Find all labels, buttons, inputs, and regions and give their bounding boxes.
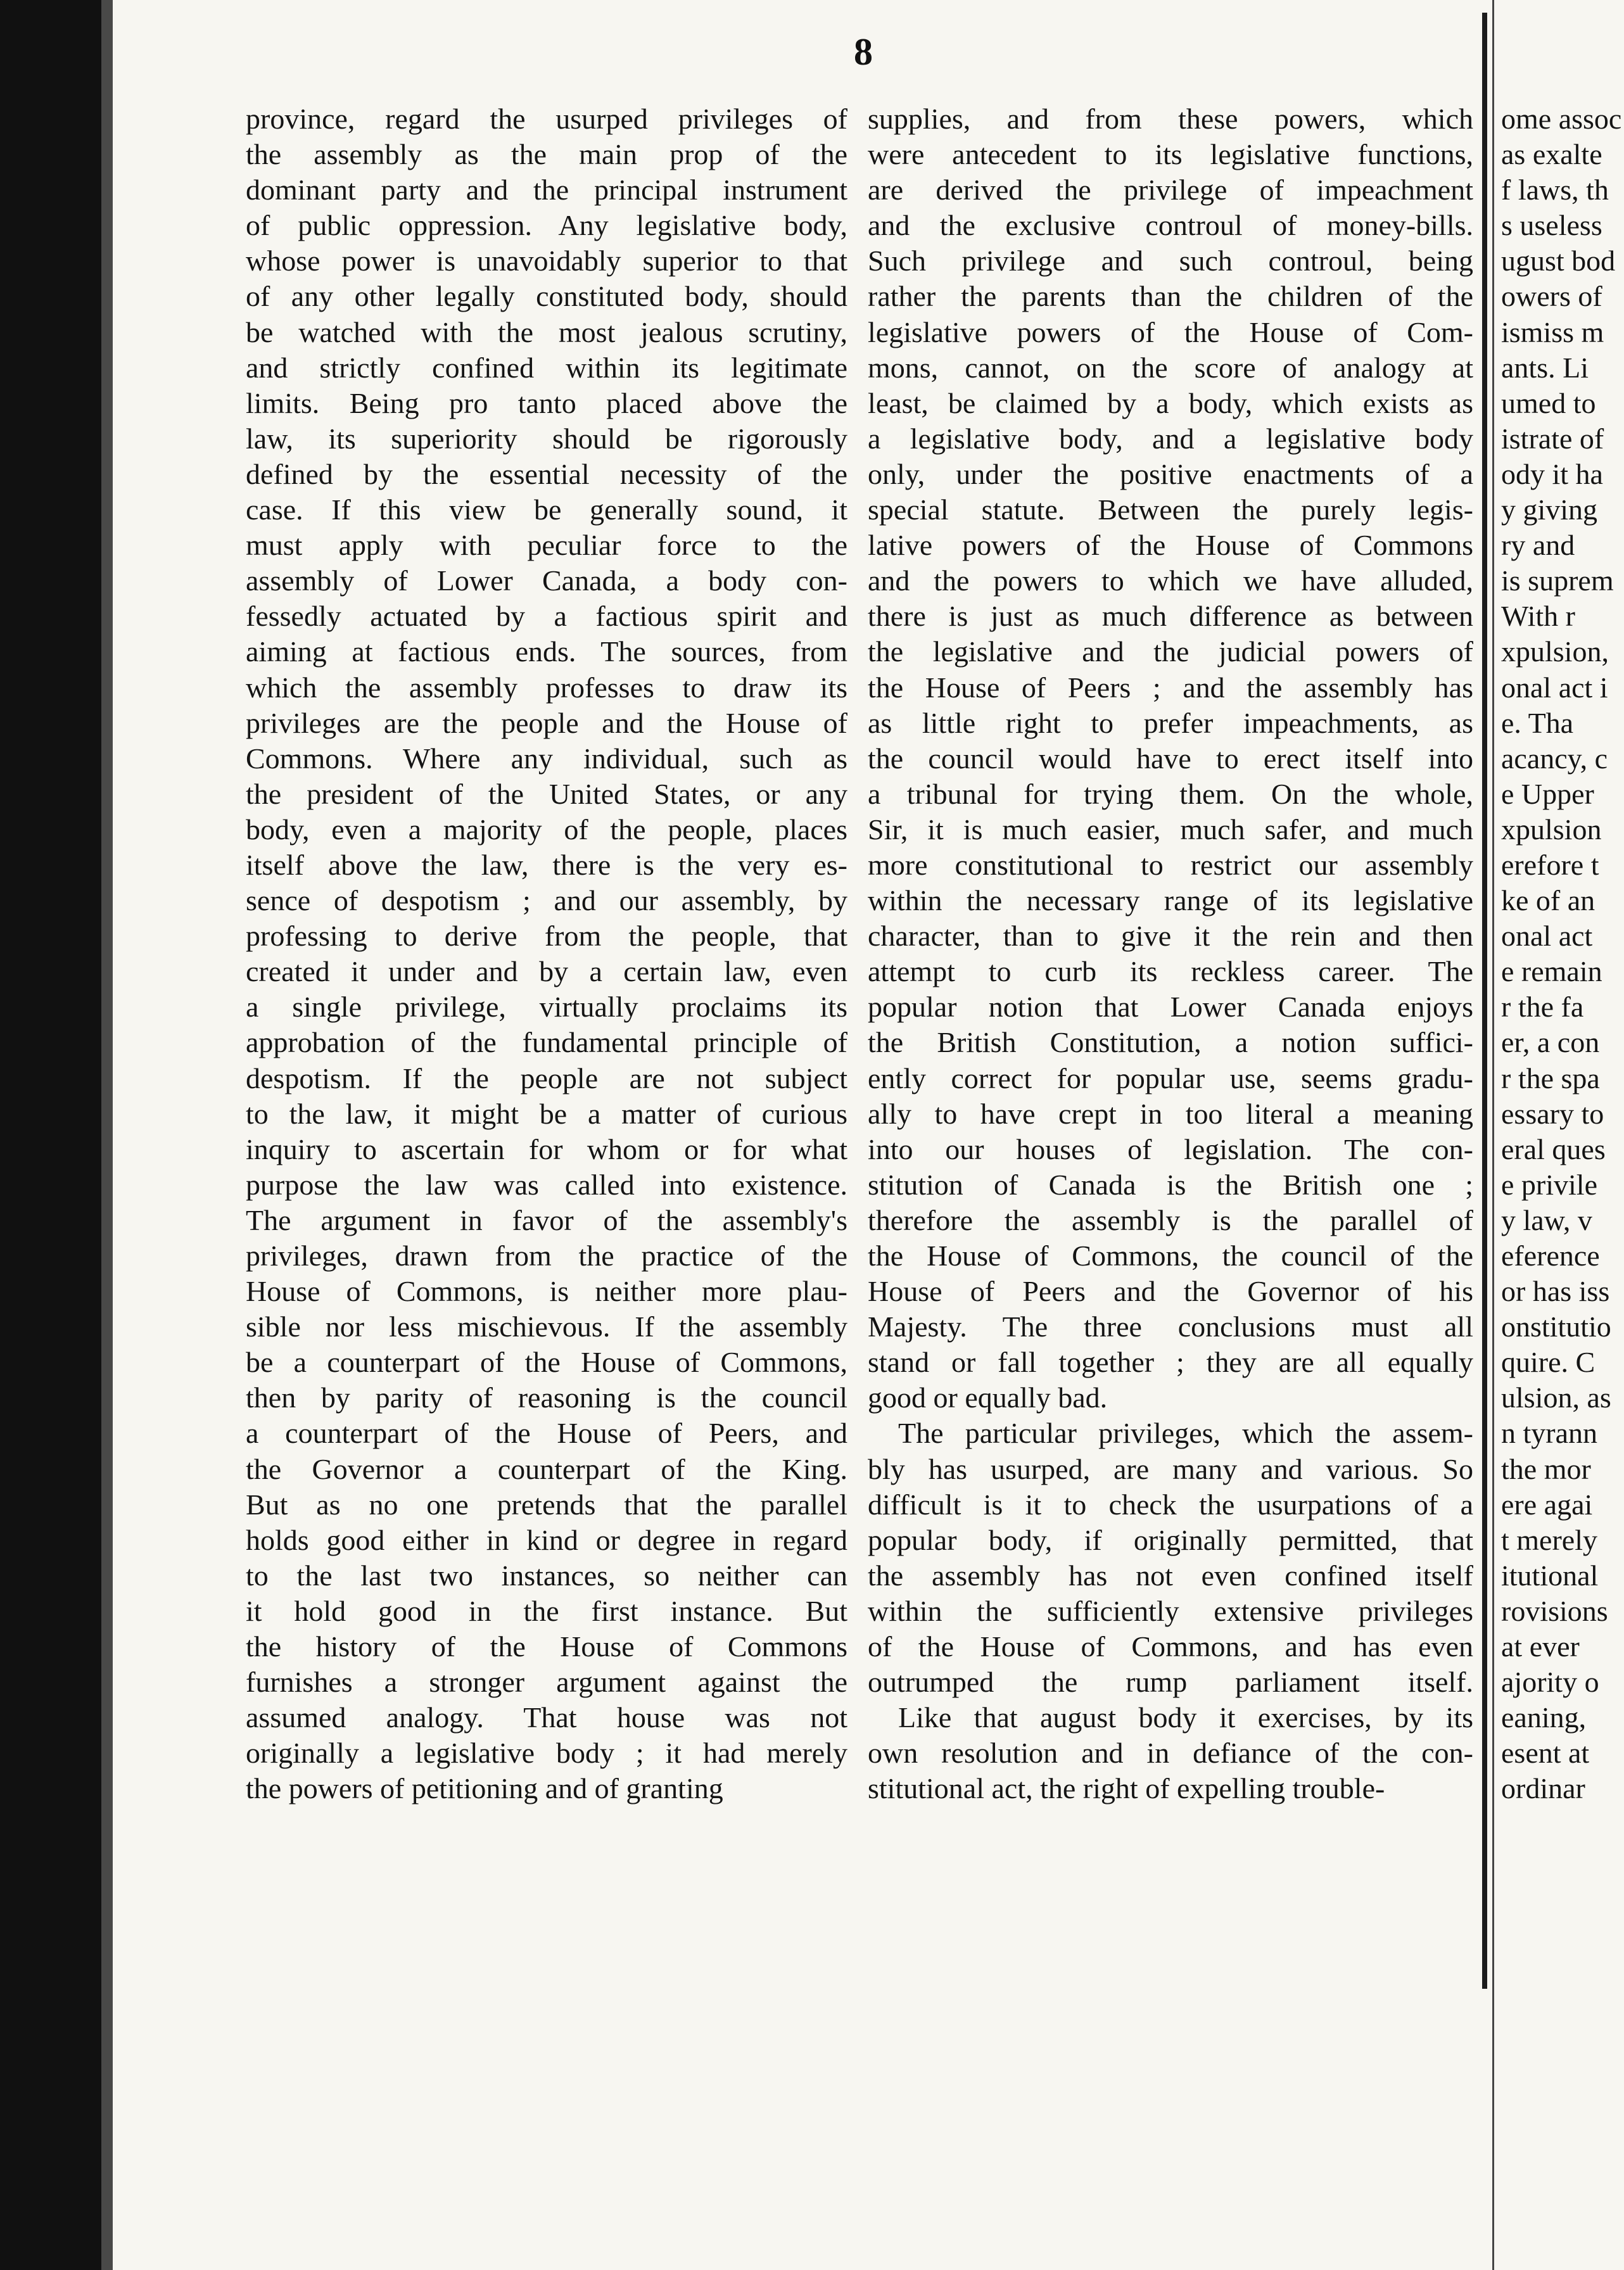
right-column-line: y law, v: [1501, 1203, 1592, 1236]
left-column-line: and strictly confined within its legitimate: [246, 351, 847, 384]
right-column-line: acancy, c: [1501, 742, 1608, 775]
left-column-line: of any other legally constituted body, should: [246, 280, 847, 313]
middle-column-line: Like that august body it exercises, by its: [898, 1701, 1473, 1734]
right-column-line: as exalte: [1501, 138, 1602, 171]
middle-column-line: rather the parents than the children of the: [868, 280, 1473, 313]
left-column-line: purpose the law was called into existence.: [246, 1168, 847, 1201]
right-column-line: ajority o: [1501, 1666, 1599, 1699]
left-column-line: House of Commons, is neither more plau-: [246, 1275, 847, 1308]
middle-column-line: own resolution and in defiance of the con-: [868, 1737, 1473, 1770]
bleed-through-text: [266, 1799, 1469, 1963]
right-column-line: r the spa: [1501, 1062, 1600, 1094]
middle-column-line: supplies, and from these powers, which: [868, 103, 1473, 135]
right-column-line: eaning,: [1501, 1701, 1587, 1734]
right-column-line: xpulsion: [1501, 813, 1602, 846]
middle-column-line: mons, cannot, on the score of analogy at: [868, 351, 1473, 384]
left-column-line: to the last two instances, so neither can: [246, 1559, 847, 1592]
right-column-line: the mor: [1501, 1452, 1591, 1485]
middle-column-line: Sir, it is much easier, much safer, and much: [868, 813, 1473, 846]
left-column-line: itself above the law, there is the very es-: [246, 848, 847, 881]
middle-column-line: of the House of Commons, and has even: [868, 1630, 1473, 1663]
right-column-line: y giving: [1501, 493, 1598, 526]
right-column-line: essary to: [1501, 1097, 1604, 1130]
left-column-line: to the law, it might be a matter of curious: [246, 1097, 847, 1130]
left-column-line: then by parity of reasoning is the council: [246, 1381, 847, 1414]
right-column-line: e. Tha: [1501, 706, 1574, 739]
middle-column-line: good or equally bad.: [868, 1381, 1108, 1414]
left-column-line: aiming at factious ends. The sources, from: [246, 635, 847, 668]
middle-column-line: Majesty. The three conclusions must all: [868, 1310, 1473, 1343]
middle-column-line: are derived the privilege of impeachment: [868, 174, 1473, 206]
middle-column-line: within the necessary range of its legislative: [868, 884, 1473, 917]
right-column-line: r the fa: [1501, 991, 1584, 1024]
middle-column-line: and the powers to which we have alluded,: [868, 564, 1473, 597]
middle-column-line: only, under the positive enactments of a: [868, 457, 1473, 490]
right-column-line: eral ques: [1501, 1132, 1606, 1165]
left-column-line: the Governor a counterpart of the King.: [246, 1452, 847, 1485]
right-column-line: ody it ha: [1501, 457, 1603, 490]
left-column-line: law, its superiority should be rigorously: [246, 422, 847, 455]
left-column-line: created it under and by a certain law, even: [246, 955, 847, 988]
middle-column-line: The particular privileges, which the assem-: [898, 1417, 1473, 1450]
middle-column-line: stitutional act, the right of expelling trouble-: [868, 1772, 1385, 1805]
middle-column-line: there is just as much difference as between: [868, 600, 1473, 633]
middle-column-line: a legislative body, and a legislative body: [868, 422, 1473, 455]
right-column-line: owers of: [1501, 280, 1602, 313]
middle-column-line: ently correct for popular use, seems gradu-: [868, 1062, 1473, 1094]
left-column-line: The argument in favor of the assembly's: [246, 1203, 847, 1236]
left-column-line: the assembly as the main prop of the: [246, 138, 847, 171]
right-column-line: t merely: [1501, 1523, 1597, 1556]
left-column-line: privileges, drawn from the practice of the: [246, 1240, 847, 1272]
right-column-line: ants. Li: [1501, 351, 1589, 384]
right-column-line: erefore t: [1501, 848, 1599, 881]
middle-column-line: into our houses of legislation. The con-: [868, 1132, 1473, 1165]
middle-column-line: lative powers of the House of Commons: [868, 529, 1473, 562]
text-column-right-facing-page: [1501, 101, 1624, 1807]
left-column-line: be watched with the most jealous scrutiny,: [246, 315, 847, 348]
middle-column-line: Such privilege and such controul, being: [868, 244, 1473, 277]
right-column-line: or has iss: [1501, 1275, 1610, 1308]
middle-column-line: House of Peers and the Governor of his: [868, 1275, 1473, 1308]
text-column-left: [246, 101, 847, 1807]
middle-column-line: and the exclusive controul of money-bills.: [868, 209, 1473, 242]
right-column-line: n tyrann: [1501, 1417, 1598, 1450]
right-column-line: s useless: [1501, 209, 1602, 242]
left-column-line: But as no one pretends that the parallel: [246, 1488, 847, 1521]
middle-column-line: special statute. Between the purely legis-: [868, 493, 1473, 526]
middle-column-line: the House of Peers ; and the assembly has: [868, 671, 1473, 704]
left-column-line: a single privilege, virtually proclaims its: [246, 991, 847, 1024]
left-column-line: defined by the essential necessity of the: [246, 457, 847, 490]
right-column-line: umed to: [1501, 386, 1596, 419]
right-column-line: ome assoc: [1501, 103, 1622, 135]
facing-page-edge: [1492, 0, 1494, 2270]
middle-column-line: popular body, if originally permitted, that: [868, 1523, 1473, 1556]
left-column-line: the history of the House of Commons: [246, 1630, 847, 1663]
left-column-line: sence of despotism ; and our assembly, by: [246, 884, 847, 917]
left-column-line: body, even a majority of the people, places: [246, 813, 847, 846]
right-column-line: rovisions: [1501, 1594, 1608, 1627]
left-column-line: despotism. If the people are not subject: [246, 1062, 847, 1094]
middle-column-line: a tribunal for trying them. On the whole,: [868, 777, 1473, 810]
right-column-line: ry and: [1501, 529, 1575, 562]
left-column-line: assembly of Lower Canada, a body con-: [246, 564, 847, 597]
left-column-line: holds good either in kind or degree in regard: [246, 1523, 847, 1556]
right-column-line: er, a con: [1501, 1026, 1600, 1059]
left-column-line: dominant party and the principal instrument: [246, 174, 847, 206]
left-column-line: furnishes a stronger argument against the: [246, 1666, 847, 1699]
middle-column-line: attempt to curb its reckless career. The: [868, 955, 1473, 988]
middle-column-line: difficult is it to check the usurpations of a: [868, 1488, 1473, 1521]
middle-column-line: stitution of Canada is the British one ;: [868, 1168, 1473, 1201]
middle-column-line: outrumped the rump parliament itself.: [868, 1666, 1473, 1699]
right-column-line: ulsion, as: [1501, 1381, 1611, 1414]
right-column-line: ugust bod: [1501, 244, 1616, 277]
page-edge-divider: [1482, 13, 1487, 1989]
middle-column-line: stand or fall together ; they are all equally: [868, 1346, 1473, 1379]
left-column-line: must apply with peculiar force to the: [246, 529, 847, 562]
left-column-line: province, regard the usurped privileges of: [246, 103, 847, 135]
left-column-line: Commons. Where any individual, such as: [246, 742, 847, 775]
right-column-line: itutional: [1501, 1559, 1599, 1592]
middle-column-line: therefore the assembly is the parallel of: [868, 1203, 1473, 1236]
middle-column-line: legislative powers of the House of Com-: [868, 315, 1473, 348]
right-column-line: xpulsion,: [1501, 635, 1609, 668]
right-column-line: ismiss m: [1501, 315, 1604, 348]
middle-column-line: least, be claimed by a body, which exists as: [868, 386, 1473, 419]
left-column-line: it hold good in the first instance. But: [246, 1594, 847, 1627]
left-column-line: the powers of petitioning and of granting: [246, 1772, 723, 1805]
right-column-line: at ever: [1501, 1630, 1580, 1663]
middle-column-line: within the sufficiently extensive privileges: [868, 1594, 1473, 1627]
right-column-line: onal act: [1501, 920, 1593, 953]
middle-column-line: the British Constitution, a notion suffici-: [868, 1026, 1473, 1059]
left-binding-shadow: [101, 0, 113, 2270]
left-column-line: fessedly actuated by a factious spirit and: [246, 600, 847, 633]
middle-column-line: character, than to give it the rein and then: [868, 920, 1473, 953]
left-column-line: case. If this view be generally sound, it: [246, 493, 847, 526]
left-column-line: a counterpart of the House of Peers, and: [246, 1417, 847, 1450]
right-column-line: ere agai: [1501, 1488, 1593, 1521]
right-column-line: e privile: [1501, 1168, 1597, 1201]
left-column-line: which the assembly professes to draw its: [246, 671, 847, 704]
left-column-line: the president of the United States, or any: [246, 777, 847, 810]
middle-column-line: ally to have crept in too literal a meaning: [868, 1097, 1473, 1130]
middle-column-line: were antecedent to its legislative functions,: [868, 138, 1473, 171]
left-column-line: inquiry to ascertain for whom or for what: [246, 1132, 847, 1165]
middle-column-line: bly has usurped, are many and various. So: [868, 1452, 1473, 1485]
left-column-line: professing to derive from the people, that: [246, 920, 847, 953]
left-column-line: assumed analogy. That house was not: [246, 1701, 847, 1734]
middle-column-line: more constitutional to restrict our assembly: [868, 848, 1473, 881]
right-column-line: is suprem: [1501, 564, 1614, 597]
middle-column-line: popular notion that Lower Canada enjoys: [868, 991, 1473, 1024]
page-number: 8: [854, 31, 873, 73]
right-column-line: f laws, th: [1501, 174, 1609, 206]
right-column-line: onal act i: [1501, 671, 1608, 704]
right-column-line: quire. C: [1501, 1346, 1595, 1379]
right-column-line: ordinar: [1501, 1772, 1585, 1805]
right-column-line: eference: [1501, 1240, 1600, 1272]
left-column-line: be a counterpart of the House of Commons,: [246, 1346, 847, 1379]
right-column-line: e Upper: [1501, 777, 1594, 810]
middle-column-line: the legislative and the judicial powers of: [868, 635, 1473, 668]
left-column-line: sible nor less mischievous. If the assembly: [246, 1310, 847, 1343]
right-column-line: e remain: [1501, 955, 1602, 988]
left-column-line: limits. Being pro tanto placed above the: [246, 386, 847, 419]
right-column-line: istrate of: [1501, 422, 1604, 455]
text-column-middle: [868, 101, 1473, 1807]
right-column-line: ke of an: [1501, 884, 1595, 917]
right-column-line: onstitutio: [1501, 1310, 1611, 1343]
middle-column-line: the House of Commons, the council of the: [868, 1240, 1473, 1272]
middle-column-line: the council would have to erect itself into: [868, 742, 1473, 775]
left-column-line: approbation of the fundamental principle of: [246, 1026, 847, 1059]
right-column-line: esent at: [1501, 1737, 1590, 1770]
middle-column-line: the assembly has not even confined itself: [868, 1559, 1473, 1592]
right-column-line: With r: [1501, 600, 1575, 633]
left-column-line: whose power is unavoidably superior to that: [246, 244, 847, 277]
left-column-line: privileges are the people and the House of: [246, 706, 847, 739]
middle-column-line: as little right to prefer impeachments, as: [868, 706, 1473, 739]
left-column-line: originally a legislative body ; it had merely: [246, 1737, 847, 1770]
left-column-line: of public oppression. Any legislative body,: [246, 209, 847, 242]
